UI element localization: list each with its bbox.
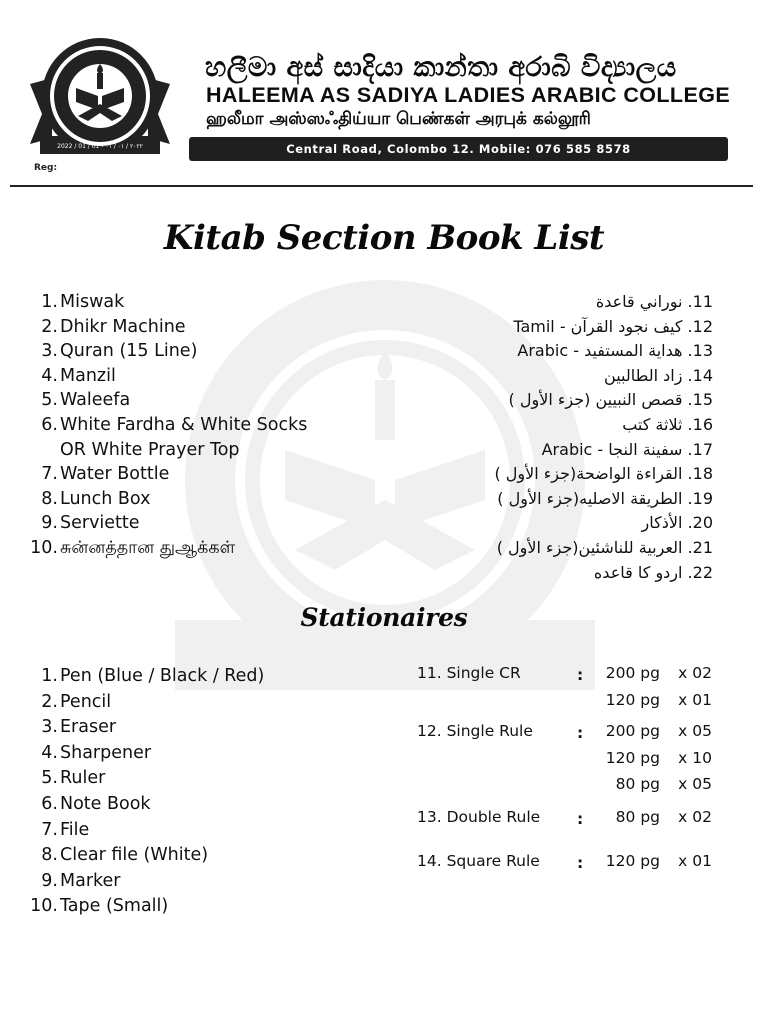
- separator-colon: :: [577, 810, 584, 828]
- item-text: Dhikr Machine: [60, 316, 186, 337]
- page-title: Kitab Section Book List: [163, 218, 605, 258]
- kitab-list-right: [383, 290, 713, 585]
- college-name-sinhala: හලීමා අස් සාදියා කාන්තා අරාබි විද්‍යාලය: [205, 52, 677, 83]
- item-text: Tape (Small): [60, 896, 169, 917]
- stationery-title: Stationaires: [300, 603, 468, 632]
- item-number: 10.: [30, 537, 58, 558]
- item-number: 4.: [41, 742, 58, 763]
- item-text: Eraser: [60, 717, 117, 738]
- list-item: [30, 843, 360, 869]
- item-text: Lunch Box: [60, 488, 151, 509]
- notebook-row: [587, 722, 712, 748]
- item-number: 6.: [41, 414, 58, 435]
- notebook-row: [587, 749, 712, 775]
- quantity: x 01: [678, 690, 712, 709]
- list-item: [30, 290, 360, 315]
- item-number: 9.: [41, 870, 58, 891]
- item-text: Pencil: [60, 691, 112, 712]
- list-item: [30, 766, 360, 792]
- list-item: [30, 690, 360, 716]
- item-number: 8.: [41, 488, 58, 509]
- list-item: [30, 818, 360, 844]
- header-divider: [10, 185, 753, 187]
- list-item: [30, 413, 360, 438]
- quantity: x 05: [678, 775, 712, 793]
- notebook-group: [417, 664, 717, 717]
- reg-label: Reg:: [34, 163, 58, 173]
- kitab-list-left: [30, 290, 360, 561]
- notebook-row: [587, 808, 712, 834]
- arabic-book-item: 14. زاد الطالبين: [604, 365, 713, 385]
- arabic-book-item: 13. هداية المستفيد - Arabic: [517, 341, 713, 361]
- arabic-book-item: 16. ثلاثة كتب: [622, 414, 713, 434]
- notebook-group: [417, 808, 717, 835]
- notebook-row: [587, 664, 712, 690]
- item-text: Marker: [60, 870, 121, 891]
- list-item: [30, 664, 360, 690]
- item-text: Pen (Blue / Black / Red): [60, 666, 265, 686]
- item-text: Sharpener: [60, 742, 152, 763]
- quantity: x 01: [678, 852, 712, 870]
- item-text: சுன்னத்தான துஆக்கள்: [60, 537, 236, 558]
- notebook-row: [587, 691, 712, 717]
- contact-bar: [189, 137, 728, 161]
- stationery-list-left: [30, 664, 360, 920]
- page-count: 120 pg: [605, 690, 660, 709]
- quantity: x 10: [678, 748, 712, 767]
- page-count: 120 pg: [605, 852, 660, 870]
- arabic-book-item: 18. القراءة الواضحة(جزء الأول ): [494, 464, 713, 484]
- list-item: [30, 487, 360, 512]
- item-number: 5.: [41, 768, 58, 789]
- page-count: 200 pg: [605, 664, 660, 682]
- item-number: 1.: [41, 666, 58, 686]
- item-text: File: [60, 819, 90, 840]
- item-number: 1.: [41, 292, 58, 312]
- item-number: 4.: [41, 365, 58, 386]
- item-text: Serviette: [60, 513, 140, 534]
- item-text: Manzil: [60, 365, 116, 386]
- list-item: [30, 438, 360, 463]
- item-text: White Fardha & White Socks: [60, 414, 308, 435]
- item-number: 5.: [41, 390, 58, 411]
- college-name-tamil: ஹலீமா அஸ்ஸஃதிய்யா பெண்கள் அரபுக் கல்லூரி: [206, 109, 591, 129]
- list-item: [30, 792, 360, 818]
- contact-text: Central Road, Colombo 12. Mobile: 076 585 8578: [286, 142, 631, 156]
- seal-date: 2022 / 01 / 01 - ٢٠٢٢ / ٠١ / ٠١: [57, 143, 143, 150]
- list-item: [30, 315, 360, 340]
- item-number: 7.: [41, 819, 58, 840]
- item-text: OR White Prayer Top: [60, 439, 240, 460]
- item-text: Water Bottle: [60, 464, 170, 485]
- item-number: 3.: [41, 341, 58, 362]
- list-item: [30, 869, 360, 895]
- notebook-type: 12. Single Rule: [417, 722, 533, 740]
- item-text: Ruler: [60, 768, 106, 789]
- separator-colon: :: [577, 854, 584, 872]
- college-name-english: HALEEMA AS SADIYA LADIES ARABIC COLLEGE: [206, 83, 731, 107]
- notebook-group: [417, 852, 717, 879]
- separator-colon: :: [577, 724, 584, 742]
- list-item: [30, 715, 360, 741]
- item-text: Waleefa: [60, 390, 131, 411]
- list-item: [30, 536, 360, 561]
- quantity: x 02: [678, 664, 712, 682]
- notebook-row: [587, 775, 712, 801]
- arabic-book-item: 19. الطريقة الاصليه(جزء الأول ): [497, 488, 713, 508]
- arabic-book-item: 22. اردو كا قاعده: [593, 562, 713, 582]
- list-item: [30, 511, 360, 536]
- list-item: [30, 741, 360, 767]
- page-count: 80 pg: [615, 808, 660, 826]
- item-number: 6.: [41, 793, 58, 814]
- arabic-book-item: 11. نوراني قاعدة: [595, 292, 713, 311]
- item-text: Note Book: [60, 793, 151, 814]
- item-number: 7.: [41, 464, 58, 485]
- notebook-type: 11. Single CR: [417, 664, 521, 682]
- item-text: Quran (15 Line): [60, 341, 198, 362]
- separator-colon: :: [577, 666, 584, 684]
- quantity: x 05: [678, 722, 712, 740]
- item-number: 10.: [30, 896, 58, 917]
- item-number: 9.: [41, 513, 58, 534]
- arabic-book-item: 21. العربية للناشئين(جزء الأول ): [496, 537, 713, 557]
- item-text: Clear file (White): [60, 845, 209, 866]
- list-item: [30, 388, 360, 413]
- arabic-book-item: 17. سفينة النجا - Arabic: [541, 439, 713, 459]
- notebook-row: [587, 852, 712, 878]
- arabic-book-item: 12. كيف نجود القرآن - Tamil: [513, 316, 713, 336]
- list-item: [30, 364, 360, 389]
- notebook-type: 13. Double Rule: [417, 808, 541, 826]
- list-item: [30, 339, 360, 364]
- college-seal-logo: [30, 36, 170, 162]
- page-count: 80 pg: [615, 775, 660, 793]
- list-item: [30, 894, 360, 920]
- item-number: 2.: [41, 691, 58, 712]
- notebook-type: 14. Square Rule: [417, 852, 540, 870]
- page-count: 120 pg: [605, 748, 660, 767]
- arabic-book-item: 15. قصص النبيين (جزء الأول ): [508, 390, 713, 410]
- item-text: Miswak: [60, 292, 125, 312]
- quantity: x 02: [678, 808, 712, 826]
- arabic-book-item: 20. الأذكار: [641, 513, 713, 533]
- item-number: 8.: [41, 845, 58, 866]
- page-count: 200 pg: [605, 722, 660, 740]
- list-item: [30, 462, 360, 487]
- item-number: 2.: [41, 316, 58, 337]
- item-number: 3.: [41, 717, 58, 738]
- notebook-group: [417, 722, 717, 802]
